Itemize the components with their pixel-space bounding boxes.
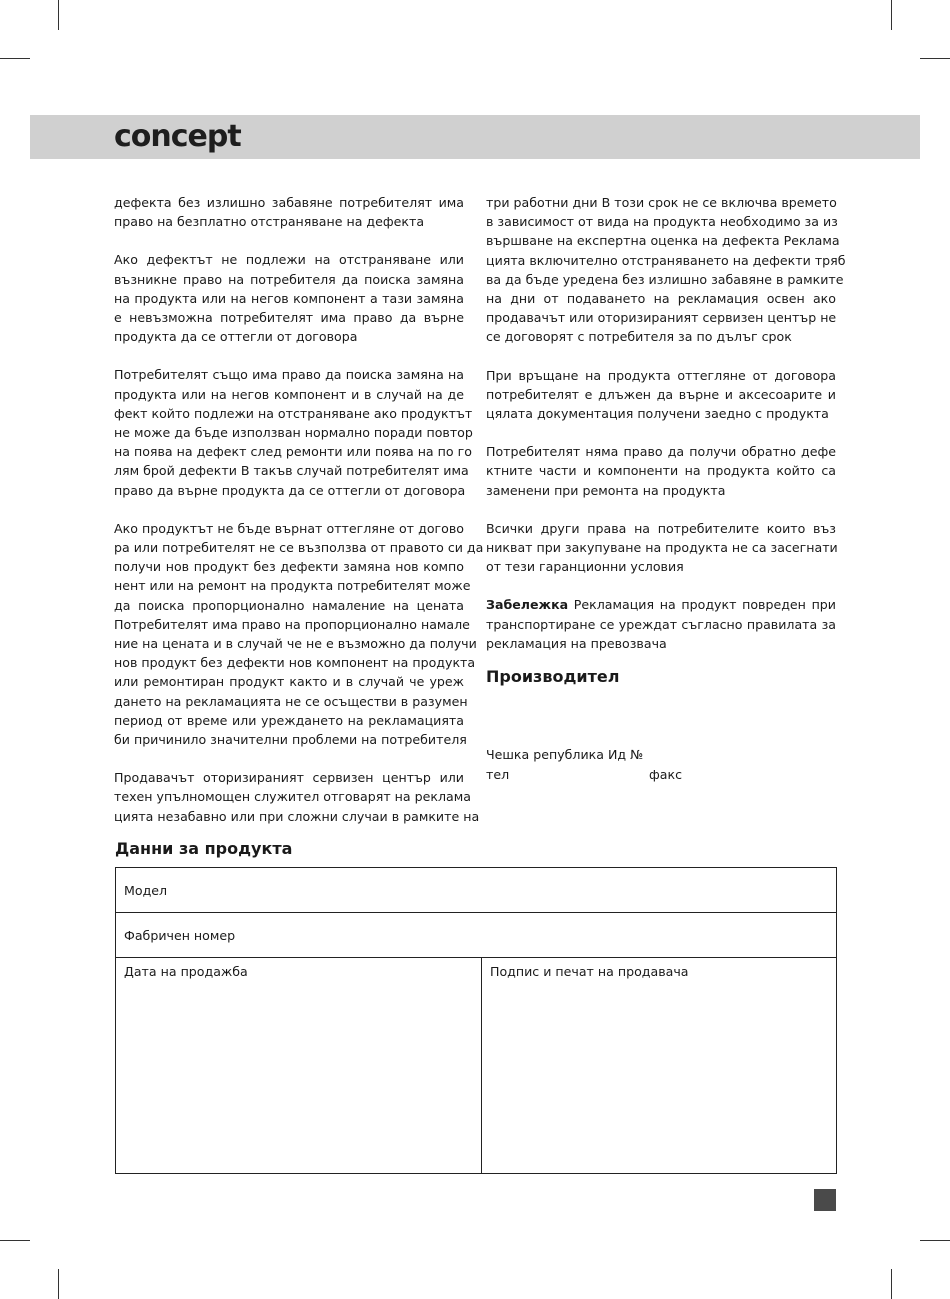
- crop-mark: [920, 1240, 950, 1241]
- text-line: дефекта без излишно забавяне потребителят има: [114, 195, 464, 210]
- text-line: да поиска пропорционално намаление на цената: [114, 597, 464, 613]
- note-label: Забележка: [486, 597, 569, 613]
- text-line: нент или на ремонт на продукта потребителят може: [114, 578, 471, 594]
- text-paragraph: [486, 193, 846, 347]
- text-line: Потребителят има право на пропорционално намале: [114, 616, 470, 632]
- text-paragraph: [114, 365, 473, 499]
- text-line: би причинило значителни проблеми на потребителя: [114, 732, 467, 748]
- crop-mark: [920, 58, 950, 59]
- manufacturer-country-line: Чешка република Ид №: [486, 747, 644, 762]
- text-line: Продавачът оторизираният сервизен център или: [114, 770, 464, 786]
- text-line: ра или потребителят не се възползва от правото си да: [114, 540, 484, 556]
- text-line: техен упълномощен служител отговарят на реклама: [114, 789, 471, 805]
- text-line: Потребителят няма право да получи обратно дефе: [486, 444, 836, 460]
- text-line: на продукта или на негов компонент а тази замяна: [114, 290, 464, 306]
- text-line: е невъзможна потребителят има право да върне: [114, 310, 464, 326]
- text-line: вършване на експертна оценка на дефекта Реклама: [486, 233, 840, 249]
- manufacturer-fax-label: факс: [649, 767, 683, 782]
- text-paragraph: [486, 442, 836, 500]
- text-line: право на безплатно отстраняване на дефекта: [114, 214, 425, 230]
- text-line: или ремонтиран продукт както и в случай че уреж: [114, 674, 464, 690]
- seller-signature-label: Подпис и печат на продавача: [490, 964, 689, 979]
- text-line: заменени при ремонта на продукта: [486, 482, 726, 498]
- left-text-column: [114, 193, 484, 845]
- text-line: фект който подлежи на отстраняване ако продуктът: [114, 405, 473, 421]
- text-paragraph: [114, 519, 484, 749]
- text-line: продукта да се оттегли от договора: [114, 329, 358, 345]
- crop-mark: [58, 0, 59, 30]
- text-line: от тези гаранционни условия: [486, 559, 684, 575]
- text-line: период от време или уреждането на рекламацията: [114, 712, 464, 728]
- text-line: се договорят с потребителя за по дълъг срок: [486, 329, 792, 345]
- text-paragraph: [114, 768, 480, 826]
- text-line: цялата документация получени заедно с продукта: [486, 406, 829, 422]
- model-label: Модел: [124, 882, 168, 898]
- text-line: ние на цената и в случай че не е възможно да получи: [114, 636, 477, 652]
- text-line: цията включително отстраняването на дефекти тряб: [486, 252, 846, 268]
- crop-mark: [0, 58, 30, 59]
- note-line: транспортиране се уреждат съгласно правилата за: [486, 616, 836, 632]
- text-paragraph: [114, 193, 464, 231]
- text-paragraph: [114, 250, 464, 346]
- text-line: продавачът или оторизираният сервизен център не: [486, 310, 837, 326]
- text-paragraph: [486, 366, 836, 424]
- text-line: в зависимост от вида на продукта необходимо за из: [486, 214, 838, 230]
- text-paragraph: [486, 519, 836, 577]
- manufacturer-tel-label: тел: [486, 767, 510, 782]
- sale-date-field[interactable]: [116, 958, 482, 1174]
- text-line: ктните части и компоненти на продукта който са: [486, 463, 836, 479]
- note-line: Рекламация на продукт повреден при: [568, 597, 836, 613]
- note-line: рекламация на превозвача: [486, 635, 667, 651]
- text-line: Всички други права на потребителите които въз: [486, 520, 836, 536]
- model-field[interactable]: [116, 868, 837, 913]
- text-line: на поява на дефект след ремонти или поява на по го: [114, 444, 472, 460]
- crop-mark: [891, 1269, 892, 1299]
- text-line: ва да бъде уредена без излишно забавяне в рамките: [486, 271, 844, 287]
- product-data-heading: Данни за продукта: [115, 839, 293, 858]
- text-line: дането на рекламацията не се осъществи в разумен: [114, 693, 468, 709]
- text-line: право да върне продукта да се оттегли от договора: [114, 482, 466, 498]
- crop-mark: [0, 1240, 30, 1241]
- text-line: продукта или на негов компонент и в случай на де: [114, 386, 464, 402]
- sale-date-label: Дата на продажба: [124, 964, 248, 979]
- crop-mark: [58, 1269, 59, 1299]
- manufacturer-heading: Производител: [486, 667, 620, 686]
- text-line: получи нов продукт без дефекти замяна нов компо: [114, 559, 464, 575]
- page-marker-square: [814, 1189, 836, 1211]
- text-line: Ако дефектът не подлежи на отстраняване или: [114, 252, 464, 268]
- text-line: Ако продуктът не бъде върнат оттегляне от догово: [114, 520, 464, 536]
- text-line: на дни от подаването на рекламация освен ако: [486, 291, 836, 307]
- text-line: При връщане на продукта оттегляне от договора: [486, 367, 836, 383]
- text-line: потребителят е длъжен да върне и аксесоарите и: [486, 386, 836, 402]
- serial-number-label: Фабричен номер: [124, 927, 236, 943]
- seller-signature-field[interactable]: [482, 958, 837, 1174]
- right-text-column: [486, 193, 846, 672]
- note-paragraph: [486, 595, 836, 653]
- text-line: три работни дни В този срок не се включва времето: [486, 195, 837, 210]
- text-line: не може да бъде използван нормално поради повтор: [114, 425, 473, 441]
- text-line: цията незабавно или при сложни случаи в рамките на: [114, 808, 480, 824]
- serial-number-field[interactable]: [116, 913, 837, 958]
- text-line: Потребителят също има право да поиска замяна на: [114, 367, 464, 383]
- brand-logo: concept: [114, 119, 241, 154]
- text-line: нов продукт без дефекти нов компонент на продукта: [114, 655, 476, 671]
- text-line: лям брой дефекти В такъв случай потребителят има: [114, 463, 469, 479]
- product-data-table: [115, 867, 837, 1174]
- crop-mark: [891, 0, 892, 30]
- text-line: възникне право на потребителя да поиска замяна: [114, 271, 464, 287]
- text-line: никват при закупуване на продукта не са засегнати: [486, 540, 838, 556]
